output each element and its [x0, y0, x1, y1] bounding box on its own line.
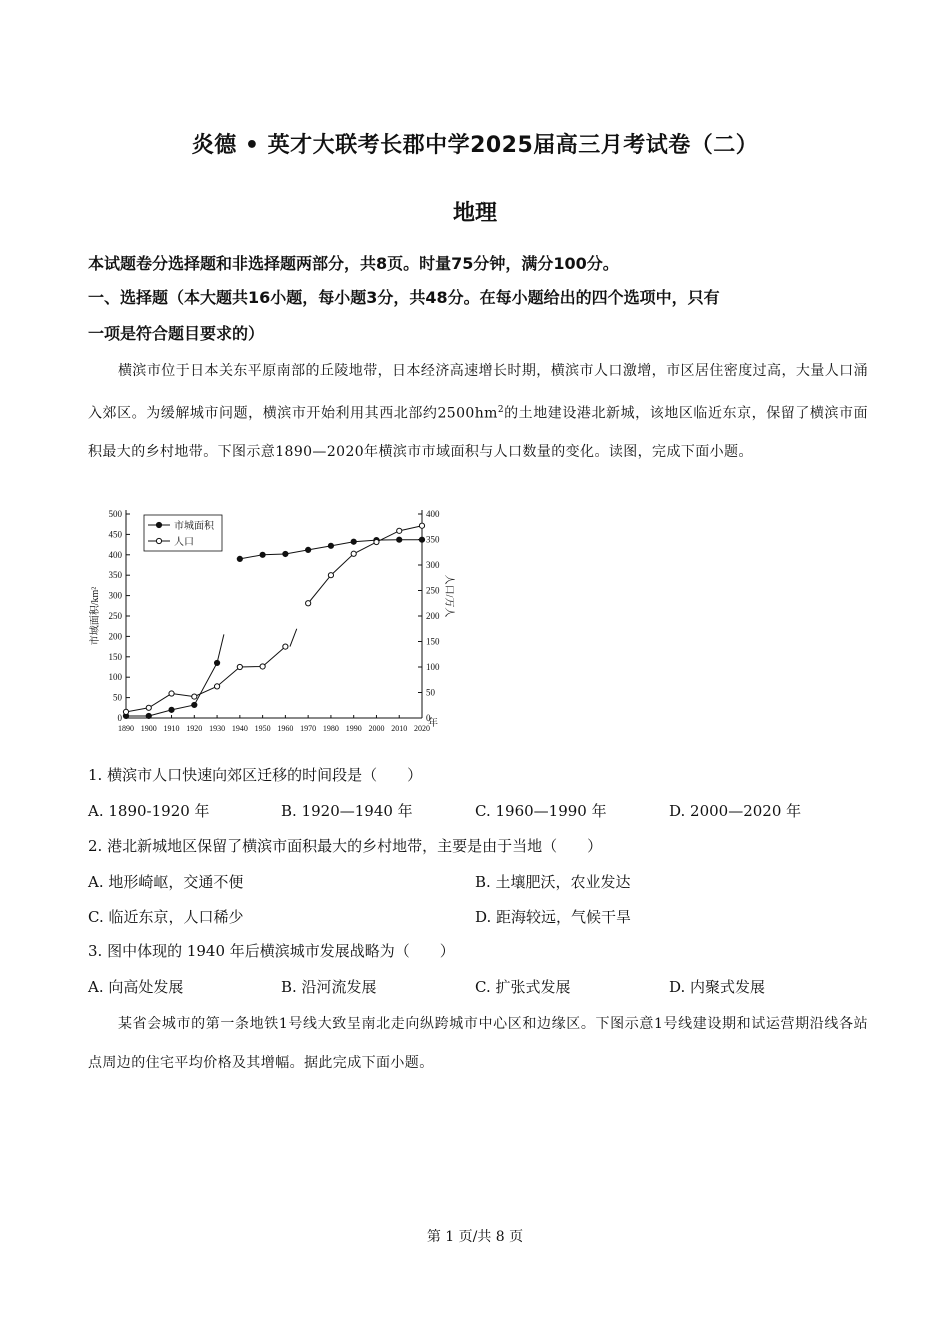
q2-option-d[interactable]: D. 距海较远，气候干旱	[475, 908, 632, 926]
x-tick-label: 2020	[414, 724, 430, 733]
series-point-0	[283, 551, 288, 556]
passage-2: 某省会城市的第一条地铁1号线大致呈南北走向纵跨城市中心区和边缘区。下图示意1号线建设期和试运营期沿线各站点周边的住宅平均价格及其增幅。据此完成下面小题。	[88, 1016, 868, 1071]
x-tick-label: 2000	[368, 724, 385, 733]
x-tick-label: 1890	[118, 724, 134, 733]
series-point-1	[146, 705, 151, 710]
series-point-0	[169, 707, 174, 712]
legend-label: 人口	[174, 537, 194, 548]
x-tick-label: 1990	[345, 724, 362, 733]
x-tick-label: 1960	[277, 724, 294, 733]
left-tick-label: 500	[108, 509, 122, 519]
exam-instructions: 本试题卷分选择题和非选择题两部分，共8页。时量75分钟，满分100分。	[88, 254, 619, 273]
x-unit-label: 年	[428, 718, 438, 729]
question-3-stem: 3. 图中体现的 1940 年后横滨城市发展战略为（ ）	[88, 942, 455, 960]
legend-label: 市城面积	[174, 521, 214, 532]
series-point-1	[169, 691, 174, 696]
x-tick-label: 1950	[254, 724, 271, 733]
series-point-1	[374, 539, 379, 544]
passage-1-part2: 的土地建设港北新城，该地区临近东京，保留了横滨市面积最大的乡村地带。下图示意1890—2020年横滨市市域面积与人口数量的变化。读图，完成下面小题。	[88, 405, 869, 460]
series-point-0	[192, 702, 197, 707]
left-tick-label: 300	[108, 590, 122, 601]
series-point-0	[214, 660, 219, 665]
q1-option-d[interactable]: D. 2000—2020 年	[669, 802, 802, 820]
question-1-stem: 1. 横滨市人口快速向郊区迁移的时间段是（ ）	[88, 766, 423, 784]
x-tick-label: 1980	[322, 724, 339, 733]
series-line-0	[240, 540, 422, 559]
series-upswing-0	[217, 634, 224, 663]
x-tick-label: 1910	[163, 724, 180, 733]
series-point-1	[419, 523, 424, 528]
y-left-axis-label: 市域面积/km²	[90, 586, 101, 646]
question-2-stem: 2. 港北新城地区保留了横滨市面积最大的乡村地带，主要是由于当地（ ）	[88, 837, 603, 855]
series-point-0	[397, 537, 402, 542]
series-point-0	[146, 713, 151, 718]
series-point-0	[419, 537, 424, 542]
q2-option-a[interactable]: A. 地形崎岖，交通不便	[88, 873, 244, 891]
left-tick-label: 150	[108, 651, 122, 662]
left-tick-label: 200	[108, 631, 122, 642]
exam-title: 炎德 • 英才大联考长郡中学2025届高三月考试卷（二）	[191, 133, 759, 158]
x-tick-label: 1900	[140, 724, 157, 733]
series-point-0	[260, 552, 265, 557]
right-tick-label: 200	[426, 611, 440, 621]
x-tick-label: 1930	[209, 724, 226, 733]
q3-option-a[interactable]: A. 向高处发展	[88, 978, 184, 996]
x-tick-label: 1940	[231, 724, 248, 733]
legend-marker	[156, 522, 161, 527]
series-point-1	[397, 528, 402, 533]
passage-1-sup: 2	[497, 404, 504, 415]
x-tick-label: 1920	[186, 724, 203, 733]
left-tick-label: 0	[117, 713, 122, 723]
subject-title: 地理	[452, 201, 497, 226]
q3-option-d[interactable]: D. 内聚式发展	[669, 978, 766, 996]
series-point-0	[306, 547, 311, 552]
right-tick-label: 100	[426, 662, 440, 672]
passage-1-part1: 横滨市位于日本关东平原南部的丘陵地带，日本经济高速增长时期，横滨市人口激增，市区居住密度过高，大量人口涌入郊区。为缓解城市问题，横滨市开始利用其西北部约2500hm	[88, 363, 868, 422]
section-heading-line2: 一项是符合题目要求的）	[88, 324, 265, 343]
right-tick-label: 250	[426, 585, 440, 596]
yokohama-chart	[86, 500, 466, 740]
right-tick-label: 150	[426, 636, 440, 647]
series-point-1	[328, 573, 333, 578]
series-point-1	[237, 664, 242, 669]
series-point-1	[260, 664, 265, 669]
passage-1	[88, 352, 868, 471]
q3-option-b[interactable]: B. 沿河流发展	[281, 978, 377, 996]
left-tick-label: 50	[113, 692, 122, 703]
right-tick-label: 50	[426, 687, 435, 698]
right-tick-label: 350	[426, 534, 440, 545]
series-point-1	[306, 601, 311, 606]
series-point-0	[237, 556, 242, 561]
series-point-1	[351, 551, 356, 556]
section-heading-line1: 一、选择题（本大题共16小题，每小题3分，共48分。在每小题给出的四个选项中，只有	[88, 288, 720, 307]
x-tick-label: 1970	[300, 724, 317, 733]
y-right-axis-label: 人口/万人	[443, 574, 454, 618]
q2-option-c[interactable]: C. 临近东京，人口稀少	[88, 908, 244, 926]
legend-marker	[156, 538, 161, 543]
left-tick-label: 100	[108, 672, 122, 683]
x-tick-label: 2010	[391, 724, 408, 733]
page-footer: 第 1 页/共 8 页	[426, 1229, 524, 1245]
series-point-1	[283, 644, 288, 649]
series-point-0	[351, 539, 356, 544]
series-point-1	[192, 694, 197, 699]
series-point-1	[123, 709, 128, 714]
left-tick-label: 450	[108, 529, 122, 540]
series-line-1	[308, 526, 422, 604]
left-tick-label: 400	[108, 549, 122, 560]
q1-option-a[interactable]: A. 1890-1920 年	[88, 802, 210, 820]
left-tick-label: 350	[108, 570, 122, 581]
series-point-0	[328, 543, 333, 548]
right-tick-label: 0	[426, 713, 431, 723]
right-tick-label: 300	[426, 560, 440, 570]
q3-option-c[interactable]: C. 扩张式发展	[475, 978, 571, 996]
series-point-1	[214, 684, 219, 689]
series-line-1	[126, 647, 285, 712]
right-tick-label: 400	[426, 509, 440, 519]
series-upswing-1	[290, 629, 297, 647]
q2-option-b[interactable]: B. 土壤肥沃，农业发达	[475, 873, 631, 891]
left-tick-label: 250	[108, 611, 122, 621]
q1-option-c[interactable]: C. 1960—1990 年	[475, 802, 607, 820]
q1-option-b[interactable]: B. 1920—1940 年	[281, 802, 413, 820]
